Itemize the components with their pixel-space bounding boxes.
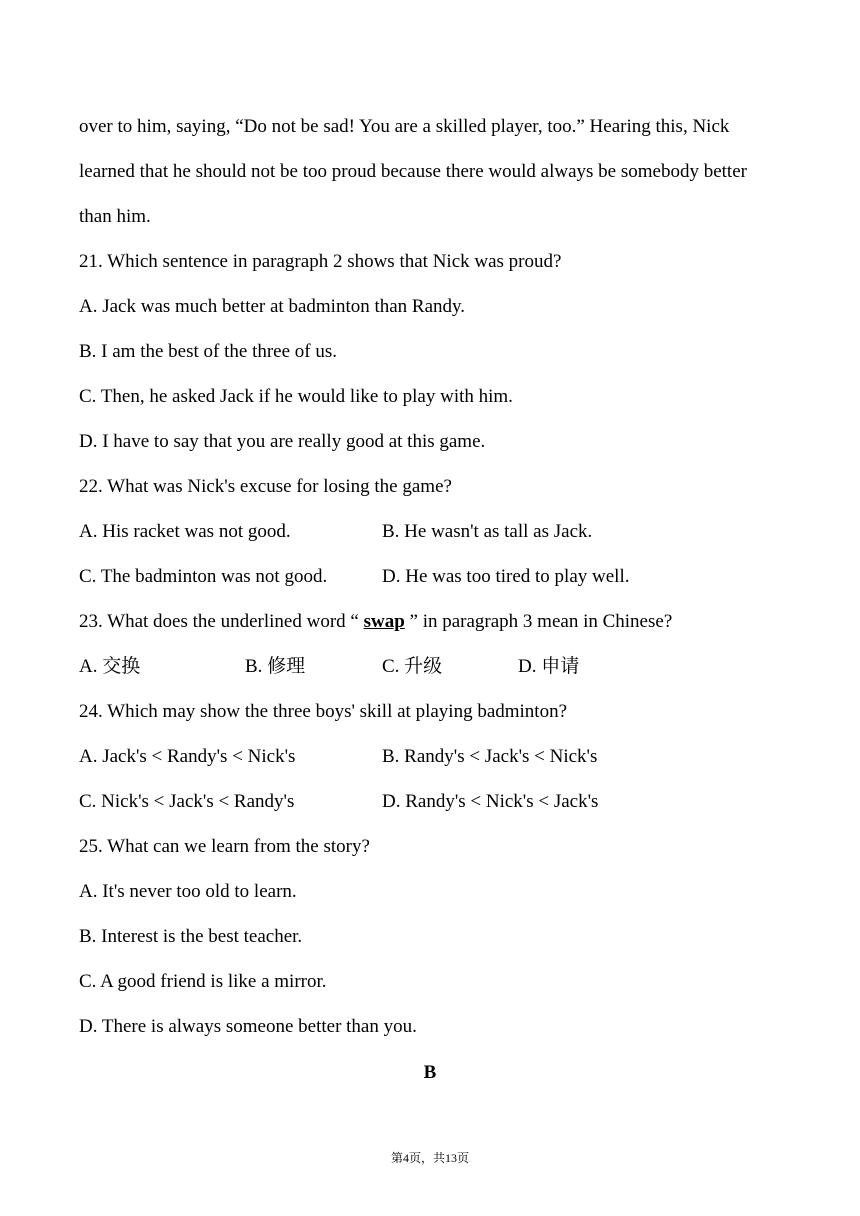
question-23-stem-after: ” in paragraph 3 mean in Chinese? (409, 611, 673, 632)
question-23-option-b: B. 修理 (245, 656, 306, 677)
question-22-option-d: D. He was too tired to play well. (382, 566, 630, 587)
question-22-option-b: B. He wasn't as tall as Jack. (382, 521, 593, 542)
question-23-option-d: D. 申请 (518, 656, 580, 677)
passage-line-3: than him. (79, 206, 151, 227)
question-21-option-a: A. Jack was much better at badminton than Randy. (79, 296, 466, 317)
underlined-word-swap: swap (363, 611, 405, 632)
passage-line-1: over to him, saying, “Do not be sad! You are a skilled player, too.” Hearing this, Nick (79, 116, 730, 137)
question-24-stem: 24. Which may show the three boys' skill at playing badminton? (79, 701, 568, 722)
question-22-option-a: A. His racket was not good. (79, 521, 291, 542)
question-23-stem-before: 23. What does the underlined word “ (79, 611, 359, 632)
page-number-footer: 第4页，共13页 (390, 1151, 469, 1165)
question-21-stem: 21. Which sentence in paragraph 2 shows that Nick was proud? (79, 251, 562, 272)
question-25-option-d: D. There is always someone better than you. (79, 1016, 417, 1037)
question-25-option-a: A. It's never too old to learn. (79, 881, 297, 902)
question-23-stem (79, 610, 672, 634)
question-24-option-c: C. Nick's < Jack's < Randy's (79, 791, 295, 812)
section-heading: B (423, 1062, 437, 1083)
question-23-option-a: A. 交换 (79, 656, 141, 677)
question-24-option-b: B. Randy's < Jack's < Nick's (382, 746, 598, 767)
question-22-stem: 22. What was Nick's excuse for losing the game? (79, 476, 452, 497)
question-21-option-c: C. Then, he asked Jack if he would like to play with him. (79, 386, 513, 407)
question-24-option-a: A. Jack's < Randy's < Nick's (79, 746, 296, 767)
question-25-option-c: C. A good friend is like a mirror. (79, 971, 327, 992)
question-25-stem: 25. What can we learn from the story? (79, 836, 370, 857)
question-21-option-d: D. I have to say that you are really good at this game. (79, 431, 486, 452)
question-24-option-d: D. Randy's < Nick's < Jack's (382, 791, 599, 812)
question-22-option-c: C. The badminton was not good. (79, 566, 328, 587)
question-21-option-b: B. I am the best of the three of us. (79, 341, 338, 362)
question-25-option-b: B. Interest is the best teacher. (79, 926, 303, 947)
passage-line-2: learned that he should not be too proud because there would always be somebody better (79, 161, 747, 182)
question-23-option-c: C. 升级 (382, 656, 443, 677)
